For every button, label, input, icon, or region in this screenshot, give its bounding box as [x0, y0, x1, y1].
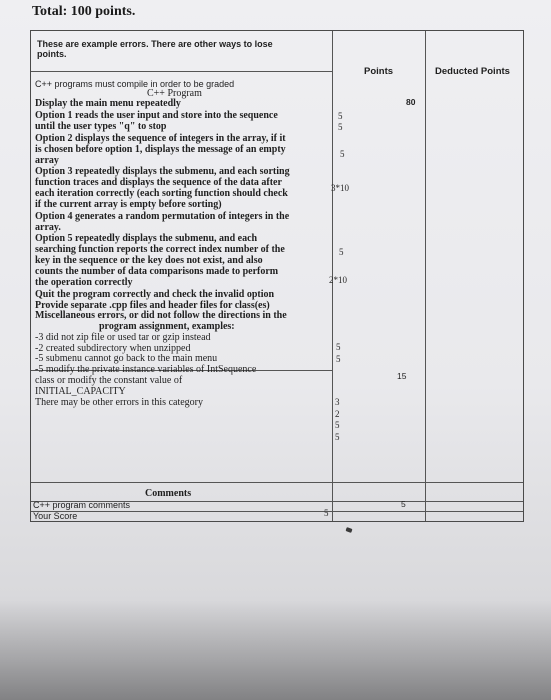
criterion-text: each iteration correctly (each sorting function should check	[35, 188, 288, 199]
criterion-text: until the user types "q" to stop	[35, 121, 167, 132]
criterion-text: function traces and displays the sequence of the data after	[35, 177, 282, 188]
row-divider	[31, 71, 332, 72]
page-shadow	[0, 600, 551, 700]
total-points-misc: 15	[397, 371, 407, 381]
column-divider	[425, 31, 426, 521]
points-value: 5	[336, 354, 341, 364]
points-value: 2*10	[329, 275, 347, 285]
criterion-text: searching function reports the correct index number of the	[35, 244, 285, 255]
criterion-text: Option 4 generates a random permutation of integers in the	[35, 211, 290, 222]
criterion-text: -5 modify the private instance variables of IntSequence	[35, 364, 257, 375]
criterion-text: Quit the program correctly and check the invalid option	[35, 289, 275, 300]
deducted-points-header: Deducted Points	[435, 66, 510, 77]
criterion-text: counts the number of data comparisons made to perform	[35, 266, 279, 277]
criterion-text: is chosen before option 1, displays the message of an empty	[35, 144, 286, 155]
criterion-text: -3 did not zip file or used tar or gzip instead	[35, 332, 211, 343]
criterion-text: INITIAL_CAPACITY	[35, 386, 126, 397]
points-value: 3	[335, 397, 340, 407]
criterion-text: the operation correctly	[35, 277, 133, 288]
points-value: 5	[324, 508, 329, 518]
criterion-text: -2 created subdirectory when unzipped	[35, 343, 191, 354]
row-divider	[31, 511, 523, 512]
points-value: 5	[336, 342, 341, 352]
header-note: These are example errors. There are other ways to lose	[37, 39, 273, 49]
comments-row-label: C++ program comments	[33, 500, 131, 510]
criterion-text: Display the main menu repeatedly	[35, 98, 181, 109]
compile-note: C++ programs must compile in order to be graded	[35, 79, 235, 89]
points-value: 5	[339, 247, 344, 257]
criterion-text: Option 5 repeatedly displays the submenu, and each	[35, 233, 258, 244]
criterion-text: There may be other errors in this category	[35, 397, 203, 408]
criterion-text: array	[35, 155, 59, 166]
points-value: 3*10	[331, 183, 349, 193]
total-points-comments: 5	[401, 499, 406, 509]
section-heading-comments: Comments	[145, 488, 192, 499]
criterion-text: program assignment, examples:	[99, 321, 235, 332]
points-value: 5	[338, 122, 343, 132]
criterion-text: Option 2 displays the sequence of integers in the array, if it	[35, 133, 286, 144]
criterion-text: array.	[35, 222, 61, 233]
points-value: 5	[335, 432, 340, 442]
page-title: Total: 100 points.	[32, 4, 136, 19]
row-divider	[31, 482, 523, 483]
total-points-program: 80	[406, 97, 416, 107]
section-heading-program: C++ Program	[147, 88, 202, 99]
criterion-text: -5 submenu cannot go back to the main menu	[35, 353, 218, 364]
criterion-text: Miscellaneous errors, or did not follow the directions in the	[35, 310, 287, 321]
your-score-label: Your Score	[33, 511, 78, 521]
grading-rubric-table	[30, 30, 524, 522]
criterion-text: key in the sequence or the key does not exist, and also	[35, 255, 263, 266]
criterion-text: Provide separate .cpp files and header files for class(es)	[35, 300, 270, 311]
points-value: 5	[340, 149, 345, 159]
points-header: Points	[364, 66, 394, 77]
criterion-text: if the current array is empty before sorting)	[35, 199, 222, 210]
header-note: points.	[37, 49, 67, 59]
criterion-text: class or modify the constant value of	[35, 375, 183, 386]
criterion-text: Option 3 repeatedly displays the submenu, and each sorting	[35, 166, 290, 177]
criterion-text: Option 1 reads the user input and store into the sequence	[35, 110, 278, 121]
points-value: 5	[338, 111, 343, 121]
pen-mark	[345, 527, 352, 533]
points-value: 2	[335, 409, 340, 419]
points-value: 5	[335, 420, 340, 430]
